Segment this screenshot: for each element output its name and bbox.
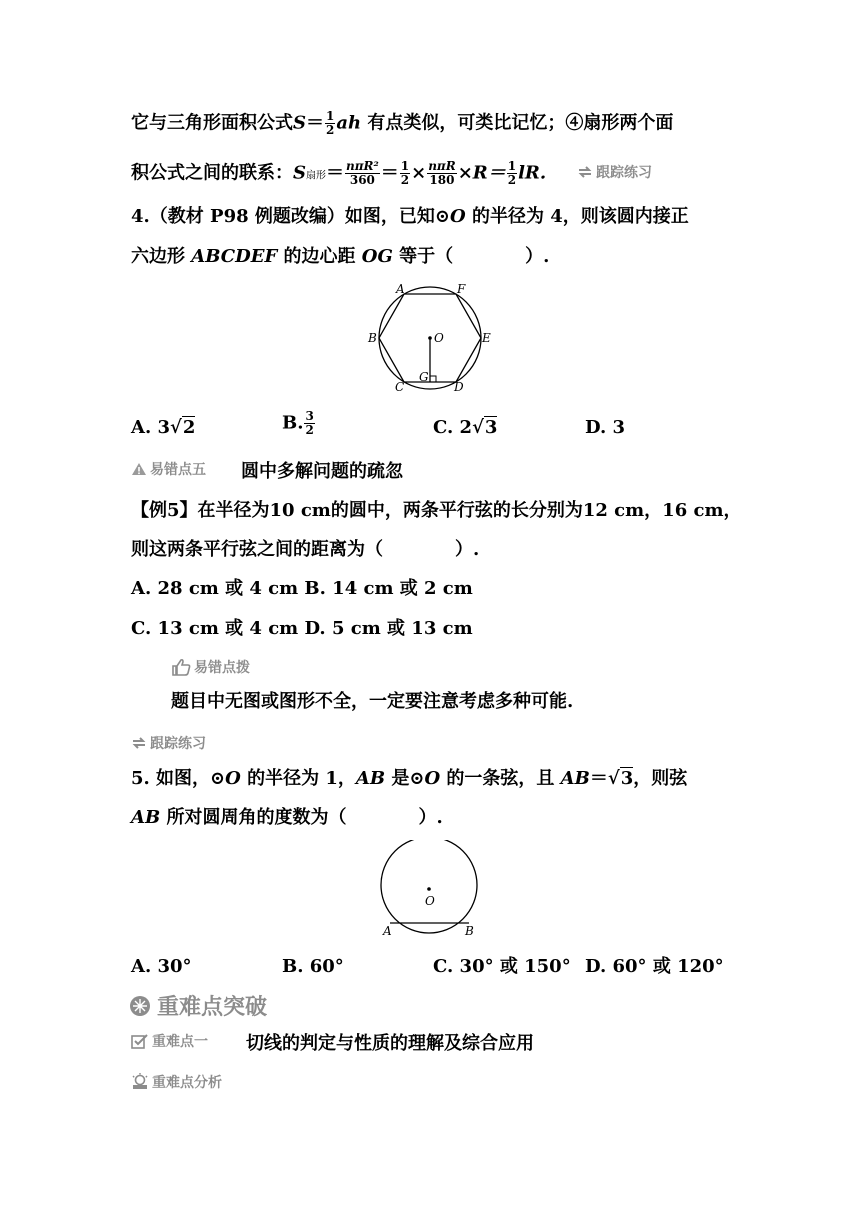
q4-option-b [282, 410, 316, 437]
label-d: D [454, 380, 464, 394]
q5-option-b: B. 60° [282, 956, 344, 977]
warning-icon [131, 462, 147, 476]
radicand: 2 [182, 417, 196, 438]
formula-lr: lR. [518, 162, 547, 184]
ex5-options-cd: C. 13 cm 或 4 cm D. 5 cm 或 13 cm [131, 618, 473, 639]
q4-option-a: A. 3√2 [131, 417, 196, 438]
fraction-4 [507, 160, 517, 187]
frac-num: 1 [400, 159, 410, 173]
radicand: 3 [484, 417, 498, 438]
var-og: OG [361, 246, 393, 267]
text: 的一条弦，且 [440, 768, 561, 789]
frac-num: 1 [507, 159, 517, 173]
var-o: O [450, 206, 466, 227]
label-f: F [457, 282, 466, 296]
tip-tag [171, 657, 250, 677]
text: ，则弦 [633, 768, 688, 789]
equals: ＝ [306, 112, 324, 134]
q5-line-2 [131, 806, 443, 830]
q4-line-2 [131, 245, 549, 269]
equals: ＝ [380, 162, 399, 184]
text: 的边心距 [277, 246, 362, 267]
frac-den: 2 [305, 423, 314, 437]
fraction [304, 410, 314, 437]
tag-label: 易错点拨 [194, 660, 250, 676]
opt-label: B. [282, 412, 304, 434]
center-dot [428, 336, 432, 340]
label-e: E [482, 331, 491, 345]
text: 它与三角形面积公式 [131, 112, 293, 134]
frac-den: 180 [429, 173, 455, 187]
section-title [129, 990, 267, 1021]
tag-label: 重难点分析 [152, 1075, 222, 1091]
text: 是⊙ [385, 768, 425, 789]
text: 4.（教材 P98 例题改编）如图，已知⊙ [131, 206, 450, 227]
frac-num: nπR² [346, 159, 379, 173]
q5-line-1: 5. 如图，⊙O 的半径为 1，AB 是⊙O 的一条弦，且 AB＝√3，则弦 [131, 768, 688, 789]
analysis-tag [131, 1072, 222, 1092]
lightbulb-icon [131, 1073, 149, 1091]
subscript: 扇形 [306, 170, 326, 182]
key-point-tag [131, 1031, 208, 1051]
label-b: B [465, 924, 474, 938]
frac-num: 1 [326, 109, 335, 123]
intro-line-2 [131, 160, 546, 189]
var-o: O [225, 768, 241, 789]
frac-den: 360 [349, 173, 375, 187]
label-g: G [419, 370, 429, 384]
text: 所对圆周角的度数为（ ）. [160, 807, 443, 828]
star-badge-icon [129, 995, 151, 1017]
frac-num: 3 [305, 409, 314, 423]
label-o: O [434, 331, 444, 345]
tag-label: 易错点五 [150, 462, 206, 478]
center-dot [427, 887, 431, 891]
q5-option-c: C. 30° 或 150° [433, 956, 571, 977]
text: 有点类似，可类比记忆；④扇形两个面 [367, 112, 674, 134]
opt-label: A. 3 [131, 417, 171, 438]
track-practice-tag-2 [131, 733, 206, 753]
q5-option-d: D. 60° 或 120° [585, 956, 724, 977]
opt-label: C. 2 [433, 417, 473, 438]
equals: ＝ [326, 162, 344, 184]
fraction-2 [400, 160, 410, 187]
intro-line-1 [131, 110, 673, 137]
tip-text: 题目中无图或图形不全，一定要注意考虑多种可能. [171, 691, 574, 712]
q4-option-c: C. 2√3 [433, 417, 498, 438]
var-o: O [424, 768, 441, 789]
text: 5. 如图，⊙ [131, 768, 226, 789]
hexagon-figure [364, 280, 504, 400]
track-practice-tag-1 [577, 162, 652, 182]
checkbox-icon [131, 1033, 149, 1049]
section-label: 重难点突破 [157, 995, 268, 1020]
right-angle-mark [430, 376, 436, 382]
q5-option-a: A. 30° [131, 956, 192, 977]
key-point-title: 切线的判定与性质的理解及综合应用 [246, 1033, 534, 1054]
label-o: O [425, 894, 435, 908]
circle [381, 840, 477, 933]
trap-title: 圆中多解问题的疏忽 [241, 461, 403, 482]
refresh-icon [577, 165, 593, 179]
trap-tag-5 [131, 459, 206, 479]
ex5-line-2: 则这两条平行弦之间的距离为（ ）. [131, 539, 480, 560]
formula-s: S [293, 162, 306, 184]
formula-ah: ah [336, 112, 362, 134]
times-r: ×R＝ [457, 162, 506, 184]
var-ab: AB [131, 807, 161, 828]
frac-den: 2 [400, 173, 410, 187]
frac-den: 2 [326, 123, 335, 137]
equals: ＝ [589, 768, 608, 789]
ex5-options-ab: A. 28 cm 或 4 cm B. 14 cm 或 2 cm [131, 578, 473, 599]
formula-s: S [293, 112, 306, 134]
q4-line-1 [131, 205, 689, 229]
label-a: A [383, 924, 392, 938]
text: 的半径为 1， [240, 768, 356, 789]
tag-label: 跟踪练习 [596, 165, 652, 181]
refresh-icon [131, 736, 147, 750]
tag-label: 重难点一 [152, 1034, 208, 1050]
text: 六边形 [131, 246, 192, 267]
text: 等于（ ）. [392, 246, 550, 267]
fraction-half [325, 110, 335, 137]
times: × [411, 162, 427, 184]
q4-option-d [585, 416, 625, 440]
label-b: B [368, 331, 377, 345]
radicand: 3 [620, 768, 634, 789]
var-ab: AB [560, 768, 590, 789]
thumbs-up-icon [171, 658, 191, 676]
text: 的半径为 4，则该圆内接正 [465, 206, 689, 227]
fraction-1 [345, 160, 380, 187]
fraction-3 [427, 160, 456, 187]
label-a: A [396, 282, 405, 296]
frac-den: 2 [507, 173, 517, 187]
opt-label: D. 3 [585, 417, 626, 438]
text: 积公式之间的联系： [131, 162, 293, 184]
var-hex: ABCDEF [191, 246, 278, 267]
label-c: C [395, 380, 405, 394]
circle-chord-figure [370, 840, 490, 940]
ex5-line-1: 【例5】在半径为10 cm的圆中，两条平行弦的长分别为12 cm，16 cm， [131, 500, 742, 521]
frac-num: nπR [428, 159, 456, 173]
var-ab: AB [355, 768, 386, 789]
tag-label: 跟踪练习 [150, 736, 206, 752]
